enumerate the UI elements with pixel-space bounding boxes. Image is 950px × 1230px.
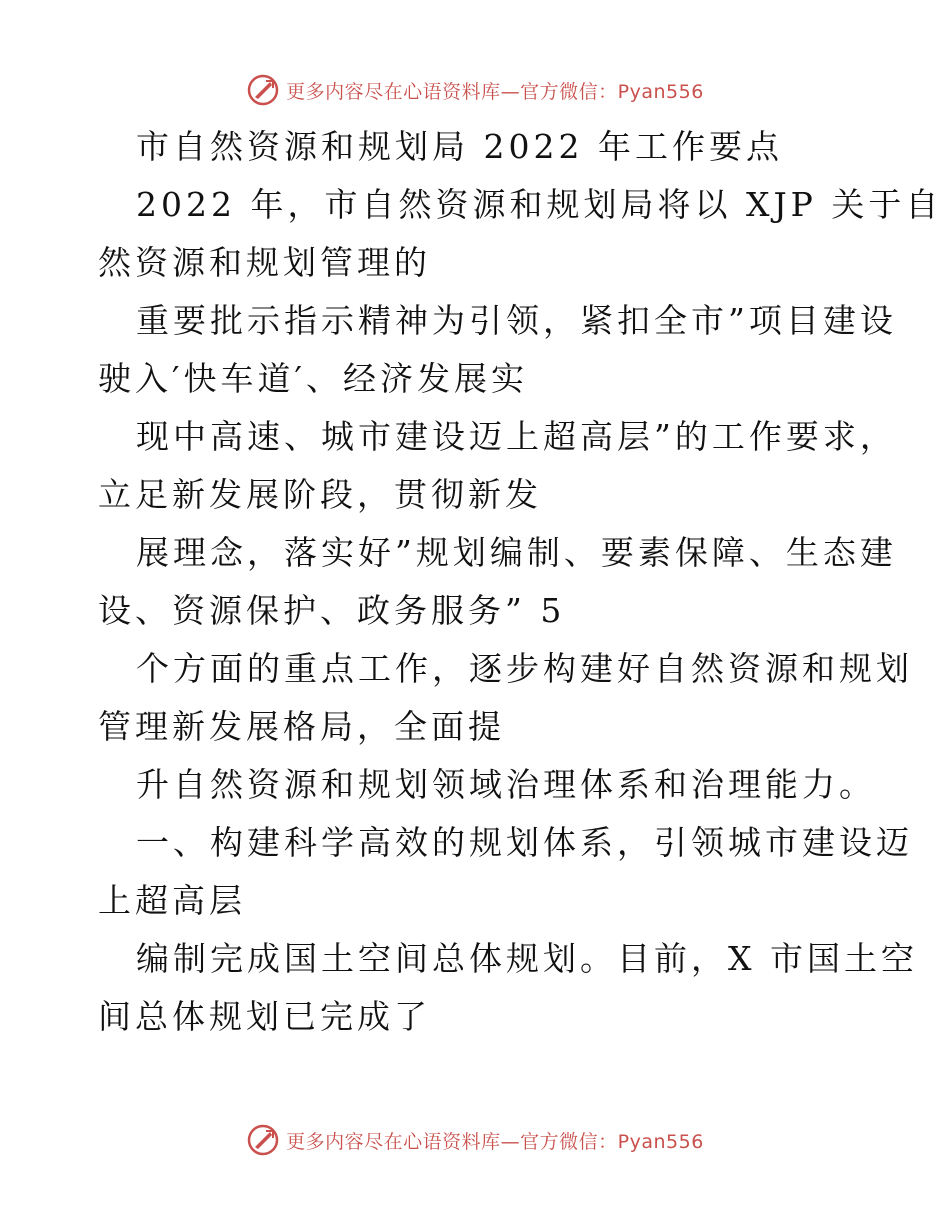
paragraph-line: 设、资源保护、政务服务” 5 [98, 591, 566, 630]
document-title: 市自然资源和规划局 2022 年工作要点 [136, 127, 783, 166]
paragraph-line: 重要批示指示精神为引领，紧扣全市”项目建设 [136, 301, 897, 340]
paragraph-line: 展理念，落实好”规划编制、要素保障、生态建 [136, 533, 897, 572]
paragraph-line: 驶入′快车道′、经济发展实 [98, 359, 528, 398]
watermark-text: 更多内容尽在心语资料库—官方微信：Pyan556 [286, 1130, 704, 1153]
header-watermark [0, 70, 950, 110]
document-body [98, 118, 943, 1046]
section-heading-continued: 上超高层 [98, 881, 246, 920]
paragraph-line: 现中高速、城市建设迈上超高层”的工作要求， [136, 417, 897, 456]
quill-seal-icon [246, 1123, 280, 1157]
paragraph-line: 然资源和规划管理的 [98, 243, 431, 282]
paragraph-line: 个方面的重点工作，逐步构建好自然资源和规划 [136, 649, 913, 688]
paragraph-line: 间总体规划已完成了 [98, 997, 431, 1036]
paragraph-line: 编制完成国土空间总体规划。目前，X 市国土空 [136, 939, 918, 978]
paragraph-line: 管理新发展格局，全面提 [98, 707, 505, 746]
quill-seal-icon [246, 73, 280, 107]
watermark-text: 更多内容尽在心语资料库—官方微信：Pyan556 [286, 80, 704, 103]
paragraph-line: 2022 年，市自然资源和规划局将以 XJP 关于自 [136, 185, 943, 224]
section-heading: 一、构建科学高效的规划体系，引领城市建设迈 [136, 823, 913, 862]
footer-watermark [0, 1120, 950, 1160]
paragraph-line: 立足新发展阶段，贯彻新发 [98, 475, 542, 514]
paragraph-line: 升自然资源和规划领域治理体系和治理能力。 [136, 765, 876, 804]
